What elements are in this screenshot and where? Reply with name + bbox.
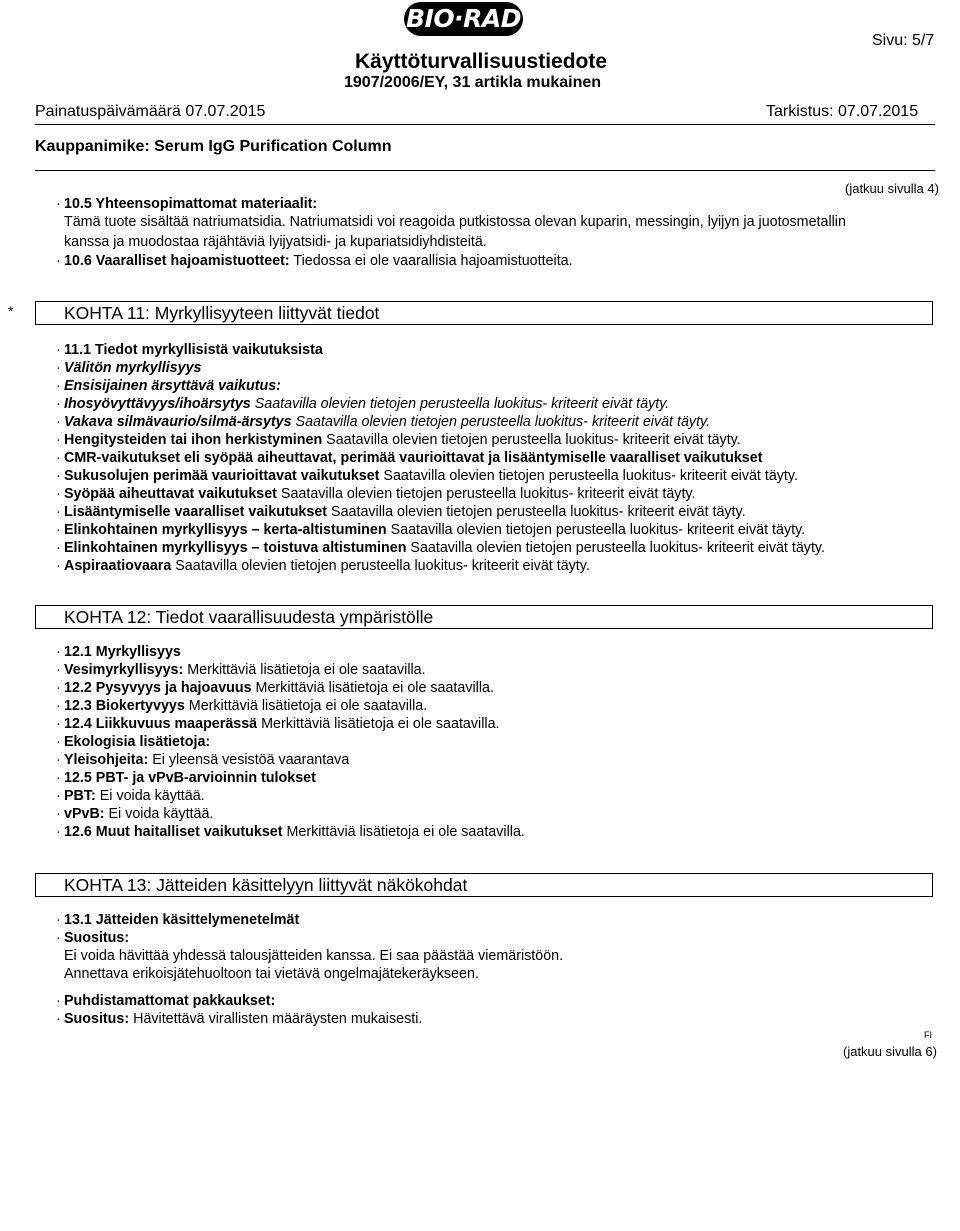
section-title: KOHTA 13: Jätteiden käsittelyyn liittyvät näkökohdat xyxy=(64,875,468,895)
line-10-5: · 10.5 Yhteensopimattomat materiaalit: xyxy=(56,196,318,212)
list-item: · 12.2 Pysyvyys ja hajoavuus Merkittäviä lisätietoja ei ole saatavilla. xyxy=(56,680,494,696)
list-item: · Elinkohtainen myrkyllisyys – toistuva altistuminen Saatavilla olevien tietojen perusteella luokitus- kriteerit eivät täyty. xyxy=(56,540,825,556)
section-11-header xyxy=(35,301,933,325)
line-13-1: · 13.1 Jätteiden käsittelymenetelmät xyxy=(56,912,300,928)
list-item: · Hengitysteiden tai ihon herkistyminen Saatavilla olevien tietojen perusteella luokitus- kriteerit eivät täyty. xyxy=(56,432,741,448)
list-item: · Elinkohtainen myrkyllisyys – kerta-altistuminen Saatavilla olevien tietojen perusteella luokitus- kriteerit eivät täyty. xyxy=(56,522,806,538)
section-title: KOHTA 12: Tiedot vaarallisuudesta ympäristölle xyxy=(64,607,434,627)
line-acute: · Välitön myrkyllisyys xyxy=(56,360,202,376)
line-cmr: · CMR-vaikutukset eli syöpää aiheuttavat, perimää vaurioittavat ja lisääntymiselle vaaralliset vaikutukset xyxy=(56,450,763,466)
list-item: · Ihosyövyttävyys/ihoärsytys Saatavilla olevien tietojen perusteella luokitus- kriteerit eivät täyty. xyxy=(56,396,670,412)
line-vpvb: · vPvB: Ei voida käyttää. xyxy=(56,806,214,822)
list-item: · 12.4 Liikkuvuus maaperässä Merkittäviä lisätietoja ei ole saatavilla. xyxy=(56,716,500,732)
product-rule xyxy=(35,170,935,171)
revision-date: Tarkistus: 07.07.2015 xyxy=(766,103,919,120)
list-item: · Aspiraatiovaara Saatavilla olevien tietojen perusteella luokitus- kriteerit eivät täyty. xyxy=(56,558,590,574)
print-date: Painatuspäivämäärä 07.07.2015 xyxy=(35,103,266,120)
line-recommend: · Suositus: xyxy=(56,930,130,946)
line-12-6: · 12.6 Muut haitalliset vaikutukset Merkittäviä lisätietoja ei ole saatavilla. xyxy=(56,824,525,840)
revision-marker: * xyxy=(8,303,14,319)
list-item: · Vesimyrkyllisyys: Merkittäviä lisätietoja ei ole saatavilla. xyxy=(56,662,426,678)
product-name: Kauppanimike: Serum IgG Purification Column xyxy=(35,138,392,155)
line-primary: · Ensisijainen ärsyttävä vaikutus: xyxy=(56,378,281,394)
line-recommend-2: · Suositus: Hävitettävä virallisten määräysten mukaisesti. xyxy=(56,1011,423,1027)
header-rule xyxy=(35,124,935,125)
section-13-header xyxy=(35,873,933,897)
list-item: · Lisääntymiselle vaaralliset vaikutukset Saatavilla olevien tietojen perusteella luokitus- kriteerit eivät täyty. xyxy=(56,504,746,520)
line-eco: · Ekologisia lisätietoja: xyxy=(56,734,211,750)
section-title: KOHTA 11: Myrkyllisyyteen liittyvät tiedot xyxy=(64,303,380,323)
continued-to: (jatkuu sivulla 6) xyxy=(843,1044,937,1059)
paragraph-line: kanssa ja muodostaa räjähtäviä lyijyatsidi- ja kupariatsidiyhdisteitä. xyxy=(64,234,487,250)
list-item: · 12.3 Biokertyvyys Merkittäviä lisätietoja ei ole saatavilla. xyxy=(56,698,428,714)
list-item: · Vakava silmävaurio/silmä-ärsytys Saatavilla olevien tietojen perusteella luokitus- kriteerit eivät täyty. xyxy=(56,414,711,430)
section-12-header xyxy=(35,605,933,629)
line-11-1: · 11.1 Tiedot myrkyllisistä vaikutuksista xyxy=(56,342,323,358)
line-10-6: · 10.6 Vaaralliset hajoamistuotteet: Tiedossa ei ole vaarallisia hajoamistuotteita. xyxy=(56,253,573,269)
line-12-1: · 12.1 Myrkyllisyys xyxy=(56,644,181,660)
line-pbt: · PBT: Ei voida käyttää. xyxy=(56,788,205,804)
paragraph-line: Ei voida hävittää yhdessä talousjätteiden kanssa. Ei saa päästää viemäristöön. xyxy=(64,948,564,964)
line-uncleaned: · Puhdistamattomat pakkaukset: xyxy=(56,993,276,1009)
list-item: · Syöpää aiheuttavat vaikutukset Saatavilla olevien tietojen perusteella luokitus- kriteerit eivät täyty. xyxy=(56,486,696,502)
language-code: FI xyxy=(924,1030,932,1040)
document-subtitle: 1907/2006/EY, 31 artikla mukainen xyxy=(344,74,602,91)
paragraph-line: Tämä tuote sisältää natriumatsidia. Natriumatsidi voi reagoida putkistossa olevan kuparin, messingin, lyijyn ja juotosmetallin xyxy=(64,214,846,230)
continued-from: (jatkuu sivulla 4) xyxy=(845,181,939,196)
line-12-5: · 12.5 PBT- ja vPvB-arvioinnin tulokset xyxy=(56,770,316,786)
line-general: · Yleisohjeita: Ei yleensä vesistöä vaarantava xyxy=(56,752,350,768)
document-title: Käyttöturvallisuustiedote xyxy=(355,50,608,73)
list-item: · Sukusolujen perimää vaurioittavat vaikutukset Saatavilla olevien tietojen perusteella luokitus- kriteerit eivät täyty. xyxy=(56,468,798,484)
date-line xyxy=(35,103,935,121)
bio-rad-logo: BIO·RAD xyxy=(404,2,523,36)
paragraph-line: Annettava erikoisjätehuoltoon tai vietävä ongelmajätekeräykseen. xyxy=(64,966,479,982)
page-number: Sivu: 5/7 xyxy=(872,32,935,49)
